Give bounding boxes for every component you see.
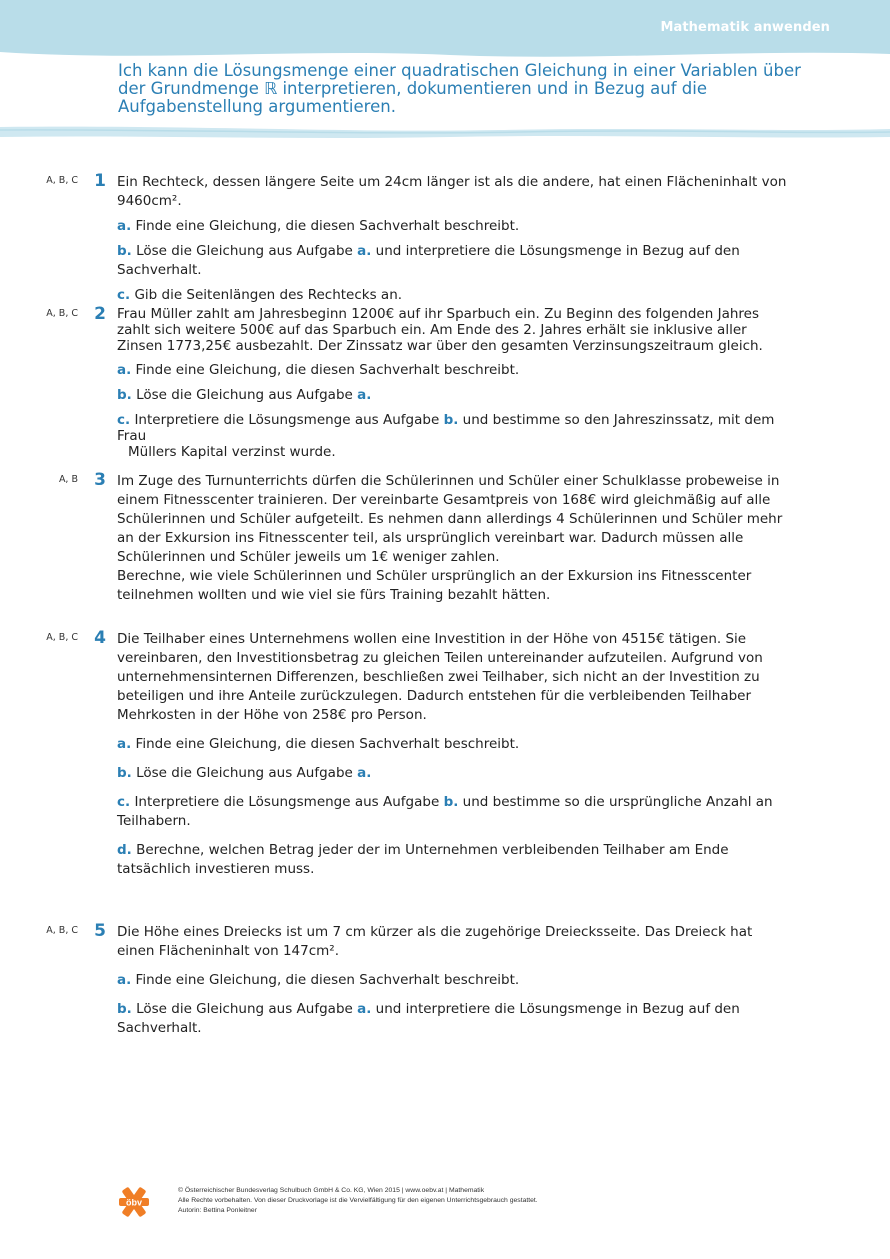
task-number: 4 bbox=[94, 628, 106, 648]
subtask-text: Müllers Kapital verzinst wurde. bbox=[128, 444, 336, 460]
subtask-c bbox=[117, 412, 787, 460]
subtask-letter: c. bbox=[117, 412, 131, 428]
learning-goal: Ich kann die Lösungsmenge einer quadratischen Gleichung in einer Variablen über der Grundmenge ℝ interpretieren, dokumentieren und in Bezug auf die Aufgabenstellung argumentieren. bbox=[118, 61, 801, 116]
section-label: Mathematik anwenden bbox=[660, 20, 830, 35]
subtask-a bbox=[117, 971, 787, 990]
task-number: 5 bbox=[94, 921, 106, 941]
task-body bbox=[117, 472, 787, 605]
rights-line: Alle Rechte vorbehalten. Von dieser Druckvorlage ist die Vervielfältigung für den eigenen Unterrichtsgebrauch gestattet. bbox=[178, 1197, 538, 1204]
task-body bbox=[117, 630, 787, 879]
subtask-text: Finde eine Gleichung, die diesen Sachverhalt beschreibt. bbox=[135, 736, 520, 752]
subtask-text: Interpretiere die Lösungsmenge aus Aufgabe bbox=[134, 794, 440, 810]
subtask-reference: a. bbox=[357, 243, 372, 259]
subtask-b bbox=[117, 387, 787, 403]
task-text: Ein Rechteck, dessen längere Seite um 24cm länger ist als die andere, hat einen Flächeninhalt von 9460cm². bbox=[117, 174, 787, 209]
subtask-c bbox=[117, 793, 787, 831]
subtask-text: und interpretiere die Lösungsmenge in Bezug auf den Sachverhalt. bbox=[117, 243, 740, 278]
task-text: Die Höhe eines Dreiecks ist um 7 cm kürzer als die zugehörige Dreiecksseite. Das Dreieck hat einen Flächeninhalt von 147cm². bbox=[117, 924, 753, 959]
subtask-letter: a. bbox=[117, 218, 132, 234]
task-question: Berechne, wie viele Schülerinnen und Schüler ursprünglich an der Exkursion ins Fitnesscenter teilnehmen wollten und wie viel sie fürs Training bezahlt hätten. bbox=[117, 568, 752, 603]
publisher-logo bbox=[116, 1184, 152, 1220]
task-text: Frau Müller zahlt am Jahresbeginn 1200€ auf ihr Sparbuch ein. Zu Beginn des folgenden Jahres zahlt sich weitere 500€ auf das Sparbuch ein. Am Ende des 2. Jahres erhält sie inklusive aller Zinsen 1773,25€ ausbezahlt. Der Zinssatz war über den gesamten Verzinsungszeitraum gleich. bbox=[117, 306, 763, 354]
subtask-letter: d. bbox=[117, 842, 132, 858]
subtask-text: Löse die Gleichung aus Aufgabe bbox=[136, 243, 353, 259]
task-level: A, B, C bbox=[46, 632, 78, 643]
task-number: 2 bbox=[94, 304, 106, 324]
task-body bbox=[117, 173, 787, 305]
task-body bbox=[117, 306, 787, 460]
task-number: 3 bbox=[94, 470, 106, 490]
subtask-a bbox=[117, 362, 787, 378]
author-line: Autorin: Bettina Ponleitner bbox=[178, 1207, 257, 1214]
subtask-text: Finde eine Gleichung, die diesen Sachverhalt beschreibt. bbox=[135, 218, 520, 234]
subtask-text: Berechne, welchen Betrag jeder der im Unternehmen verbleibenden Teilhaber am Ende tatsächlich investieren muss. bbox=[117, 842, 729, 877]
subtask-letter: c. bbox=[117, 794, 131, 810]
subtask-b bbox=[117, 764, 787, 783]
subtask-text: und interpretiere die Lösungsmenge in Bezug auf den Sachverhalt. bbox=[117, 1001, 740, 1036]
copyright-line: © Österreichischer Bundesverlag Schulbuch GmbH & Co. KG, Wien 2015 | www.oebv.at | Mathematik bbox=[178, 1187, 485, 1194]
subtask-b bbox=[117, 1000, 787, 1038]
subtask-letter: a. bbox=[117, 736, 132, 752]
task-level: A, B, C bbox=[46, 175, 78, 186]
subtask-d bbox=[117, 841, 787, 879]
subtask-letter: a. bbox=[117, 362, 132, 378]
subtask-letter: c. bbox=[117, 287, 131, 303]
task-text: Im Zuge des Turnunterrichts dürfen die Schülerinnen und Schüler einer Schulklasse probeweise in einem Fitnesscenter trainieren. Der vereinbarte Gesamtpreis von 168€ wird gleichmäßig auf alle Schülerinnen und Schüler aufgeteilt. Es nehmen dann allerdings 4 Schülerinnen und Schüler mehr an der Exkursion ins Fitnesscenter teil, als ursprünglich vereinbart war. Dadurch müssen alle Schülerinnen und Schüler jeweils um 1€ weniger zahlen. bbox=[117, 473, 783, 565]
subtask-letter: b. bbox=[117, 243, 132, 259]
subtask-reference: b. bbox=[443, 794, 459, 810]
subtask-text: Löse die Gleichung aus Aufgabe bbox=[136, 387, 353, 403]
subtask-c bbox=[117, 286, 787, 305]
subtask-text: Gib die Seitenlängen des Rechtecks an. bbox=[134, 287, 403, 303]
logo-text: öbv bbox=[125, 1197, 143, 1208]
subtask-text: Finde eine Gleichung, die diesen Sachverhalt beschreibt. bbox=[135, 972, 520, 988]
subtask-letter: b. bbox=[117, 387, 132, 403]
subtask-reference: b. bbox=[443, 412, 459, 428]
subtask-reference: a. bbox=[357, 765, 372, 781]
subtask-letter: b. bbox=[117, 765, 132, 781]
header-wave bbox=[0, 46, 890, 62]
task-body bbox=[117, 923, 787, 1038]
subtask-text: und bestimme so den Jahreszinssatz, mit dem Frau bbox=[117, 412, 775, 444]
task-level: A, B bbox=[58, 474, 78, 485]
subtask-text: und bestimme so die ursprüngliche Anzahl an Teilhabern. bbox=[117, 794, 773, 829]
subtask-text: Löse die Gleichung aus Aufgabe bbox=[136, 1001, 353, 1017]
subtask-text: Interpretiere die Lösungsmenge aus Aufgabe bbox=[134, 412, 440, 428]
task-text: Die Teilhaber eines Unternehmens wollen eine Investition in der Höhe von 4515€ tätigen. Sie vereinbaren, den Investitionsbetrag zu gleichen Teilen untereinander aufzuteilen. Aufgrund von unternehmensinternen Differenzen, beschließen zwei Teilhaber, sich nicht an der Investition zu beteiligen und ihre Anteile zurückzulegen. Dadurch entstehen für die verbleibenden Teilhaber Mehrkosten in der Höhe von 258€ pro Person. bbox=[117, 631, 763, 723]
subtask-a bbox=[117, 735, 787, 754]
subtask-letter: b. bbox=[117, 1001, 132, 1017]
subtask-text: Finde eine Gleichung, die diesen Sachverhalt beschreibt. bbox=[135, 362, 520, 378]
task-level: A, B, C bbox=[46, 925, 78, 936]
task-level: A, B, C bbox=[46, 308, 78, 319]
subtask-a bbox=[117, 217, 787, 236]
task-number: 1 bbox=[94, 171, 106, 191]
subtask-letter: a. bbox=[117, 972, 132, 988]
subtask-reference: a. bbox=[357, 387, 372, 403]
footer-text bbox=[178, 1186, 538, 1216]
intro-divider bbox=[0, 125, 890, 141]
subtask-reference: a. bbox=[357, 1001, 372, 1017]
subtask-text: Löse die Gleichung aus Aufgabe bbox=[136, 765, 353, 781]
subtask-b bbox=[117, 242, 787, 280]
